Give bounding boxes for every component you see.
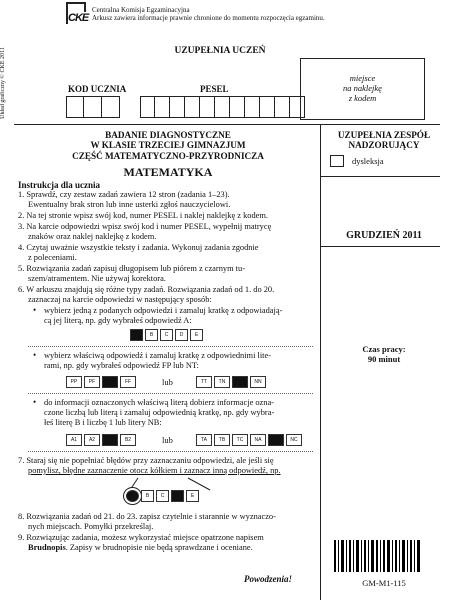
code-box[interactable] xyxy=(84,96,102,118)
scratchpad-word: Brudnopis xyxy=(28,543,66,552)
arrow-line xyxy=(130,478,138,490)
option-box: A2 xyxy=(84,434,100,446)
option-box: A1 xyxy=(66,434,82,446)
pesel-box[interactable] xyxy=(275,96,290,118)
right-divider-2 xyxy=(320,246,440,247)
good-luck: Powodzenia! xyxy=(244,574,293,584)
instruction-4a: 4. Czytaj uważnie wszystkie teksty i zadania. Wykonuj zadania zgodnie xyxy=(18,243,259,252)
option-box: B xyxy=(141,490,154,502)
barcode-bar xyxy=(364,540,366,572)
instruction-1b: Ewentualny brak stron lub inne usterki zgłoś nauczycielowi. xyxy=(28,200,231,209)
bullet-3a: do informacji oznaczonych właściwą literą dobierz informacje ozna- xyxy=(44,398,274,407)
barcode-bar xyxy=(368,540,369,572)
instruction-9b xyxy=(28,543,330,553)
student-code-boxes[interactable] xyxy=(66,96,120,118)
or-word: lub xyxy=(162,377,173,387)
exam-title xyxy=(20,130,316,161)
time-value: 90 minut xyxy=(367,354,401,364)
dyslexia-label: dysleksja xyxy=(352,156,384,166)
pesel-box[interactable] xyxy=(215,96,230,118)
pesel-box[interactable] xyxy=(155,96,170,118)
option-box: C xyxy=(160,329,173,341)
pesel-box[interactable] xyxy=(245,96,260,118)
arrow-line xyxy=(188,478,210,490)
option-box: TT xyxy=(196,376,212,388)
example-separator xyxy=(28,451,313,452)
bullet-1a: wybierz jedną z podanych odpowiedzi i zamaluj kratkę z odpowiadają- xyxy=(44,306,283,315)
cke-logo xyxy=(66,2,90,32)
instructions-title: Instrukcja dla ucznia xyxy=(18,180,101,190)
barcode-bar xyxy=(399,540,400,572)
option-box: TC xyxy=(232,434,248,446)
option-box: NA xyxy=(250,434,266,446)
barcode-bar xyxy=(417,540,420,572)
side-copyright: Układ graficzny © CKE 2011 xyxy=(0,47,6,119)
option-box: TN xyxy=(214,376,230,388)
instruction-6a: 6. W arkuszu znajdują się różne typy zadań. Rozwiązania zadań od 1. do 20. xyxy=(18,285,275,294)
exam-date: GRUDZIEŃ 2011 xyxy=(346,230,422,241)
option-box: C xyxy=(156,490,169,502)
barcode-bar xyxy=(410,540,412,572)
instruction-3a: 3. Na karcie odpowiedzi wpisz swój kod i numer PESEL, wypełnij matrycę xyxy=(18,222,272,231)
barcode-bar xyxy=(407,540,408,572)
option-box: A xyxy=(126,490,139,502)
barcode-bar xyxy=(349,540,351,572)
pesel-box[interactable] xyxy=(260,96,275,118)
time-label: Czas pracy: xyxy=(362,344,406,354)
pesel-box[interactable] xyxy=(200,96,215,118)
instruction-6b: zaznaczaj na karcie odpowiedzi w następujący sposób: xyxy=(28,295,212,304)
barcode-bar xyxy=(383,540,385,572)
option-box: FF xyxy=(120,376,136,388)
option-box: A xyxy=(130,329,143,341)
option-box: E xyxy=(190,329,203,341)
barcode-bar xyxy=(361,540,362,572)
logo-text: CKE xyxy=(68,12,89,24)
bullet-icon: • xyxy=(33,305,37,315)
instruction-1a: 1. Sprawdź, czy zestaw zadań zawiera 12 stron (zadania 1–23). xyxy=(18,190,230,199)
pesel-label: PESEL xyxy=(200,84,229,94)
exam-title-line: BADANIE DIAGNOSTYCZNE xyxy=(105,130,231,140)
instruction-3b: znaków oraz naklej naklejkę z kodem. xyxy=(28,232,157,241)
bullet-1b: cą jej literą, np. gdy wybrałeś odpowiedź A: xyxy=(44,316,192,325)
instruction-5a: 5. Rozwiązania zadań zapisuj długopisem lub piórem z czarnym tu- xyxy=(18,264,245,273)
org-name: Centralna Komisja Egzaminacyjna xyxy=(92,6,190,14)
barcode-bar xyxy=(402,540,405,572)
committee-title-line: UZUPEŁNIA ZESPÓŁ xyxy=(337,130,431,140)
bullet-2a: wybierz właściwą odpowiedź i zamaluj kratkę z odpowiednimi lite- xyxy=(44,351,271,360)
option-box: FP xyxy=(102,376,118,388)
example-abcde xyxy=(130,329,205,343)
option-box: TB xyxy=(214,434,230,446)
exam-code: GM-M1-115 xyxy=(362,578,406,588)
instruction-8b: nych miejscach. Pomyłki przekreślaj. xyxy=(28,522,154,531)
barcode-bar xyxy=(376,540,378,572)
code-box[interactable] xyxy=(102,96,120,118)
top-divider xyxy=(14,124,440,125)
pesel-box[interactable] xyxy=(230,96,245,118)
instruction-7a: 7. Staraj się nie popełniać błędów przy zaznaczaniu odpowiedzi, ale jeśli się xyxy=(18,456,274,465)
exam-title-line: W KLASIE TRZECIEJ GIMNAZJUM xyxy=(90,140,246,151)
student-section-title: UZUPEŁNIA UCZEŃ xyxy=(174,46,266,56)
bullet-3c: łeś literę B i liczbę 1 lub litery NB: xyxy=(44,418,162,427)
barcode xyxy=(334,540,420,572)
option-box: NB xyxy=(268,434,284,446)
dyslexia-checkbox[interactable] xyxy=(330,155,344,167)
code-label: KOD UCZNIA xyxy=(68,84,127,94)
barcode-bar xyxy=(395,540,397,572)
instruction-5b: szem/atramentem. Nie używaj korektora. xyxy=(28,274,166,283)
pesel-box[interactable] xyxy=(170,96,185,118)
committee-title xyxy=(322,130,446,151)
or-word: lub xyxy=(162,435,173,445)
barcode-bar xyxy=(341,540,344,572)
example-match-right xyxy=(196,434,304,448)
sticker-line: miejsce xyxy=(349,73,376,83)
barcode-bar xyxy=(392,540,393,572)
example-separator xyxy=(28,393,313,394)
code-box[interactable] xyxy=(66,96,84,118)
barcode-bar xyxy=(371,540,374,572)
pesel-boxes[interactable] xyxy=(140,96,305,118)
barcode-bar xyxy=(414,540,415,572)
barcode-bar xyxy=(334,540,336,572)
bullet-2b: rami, np. gdy wybrałeś odpowiedź FP lub NT: xyxy=(44,361,199,370)
option-box: D xyxy=(171,490,184,502)
option-box: TA xyxy=(196,434,212,446)
example-separator xyxy=(28,346,313,347)
exam-subject: MATEMATYKA xyxy=(123,165,213,179)
option-box: NT xyxy=(232,376,248,388)
instruction-2: 2. Na tej stronie wpisz swój kod, numer PESEL i naklej naklejkę z kodem. xyxy=(18,211,268,220)
pesel-box[interactable] xyxy=(185,96,200,118)
sticker-area xyxy=(300,58,425,120)
sticker-line: na naklejkę xyxy=(343,83,382,93)
instruction-4b: z poleceniami. xyxy=(28,253,77,262)
committee-title-line: NADZORUJĄCY xyxy=(348,140,420,151)
example-tn xyxy=(196,376,268,390)
option-box: B2 xyxy=(120,434,136,446)
pesel-box[interactable] xyxy=(140,96,155,118)
instruction-9a: 9. Rozwiązując zadania, możesz wykorzystać miejsce opatrzone napisem xyxy=(18,533,264,542)
barcode-bar xyxy=(338,540,339,572)
exam-title-line: CZĘŚĆ MATEMATYCZNO-PRZYRODNICZA xyxy=(72,150,264,161)
bullet-icon: • xyxy=(33,350,37,360)
example-pf xyxy=(66,376,138,390)
instruction-8a: 8. Rozwiązania zadań od 21. do 23. zapisz czytelnie i starannie w wyznaczo- xyxy=(18,512,276,521)
bullet-icon: • xyxy=(33,397,37,407)
option-box: PP xyxy=(66,376,82,388)
barcode-bar xyxy=(387,540,390,572)
example-match-left xyxy=(66,434,138,448)
barcode-bar xyxy=(346,540,347,572)
confidential-notice: Arkusz zawiera informacje prawnie chronione do momentu rozpoczęcia egzaminu. xyxy=(92,14,325,22)
option-box: NC xyxy=(286,434,302,446)
option-box: B1 xyxy=(102,434,118,446)
option-box: B xyxy=(145,329,158,341)
barcode-bar xyxy=(353,540,354,572)
right-divider-1 xyxy=(320,176,440,177)
bullet-3b: czone liczbą lub literą i zamaluj odpowiednią kratkę, np. gdy wybra- xyxy=(44,408,275,417)
option-box: D xyxy=(175,329,188,341)
option-box: NN xyxy=(250,376,266,388)
instruction-7b: pomylisz, błędne zaznaczenie otocz kółkiem i zaznacz inną odpowiedź, np. xyxy=(28,466,281,475)
example-correction xyxy=(126,490,201,504)
option-box: E xyxy=(186,490,199,502)
instruction-9b-rest: . Zapisy w brudnopisie nie będą sprawdzane i oceniane. xyxy=(65,543,253,552)
option-box: PF xyxy=(84,376,100,388)
barcode-bar xyxy=(380,540,381,572)
sticker-line: z kodem xyxy=(348,93,377,103)
barcode-bar xyxy=(356,540,359,572)
